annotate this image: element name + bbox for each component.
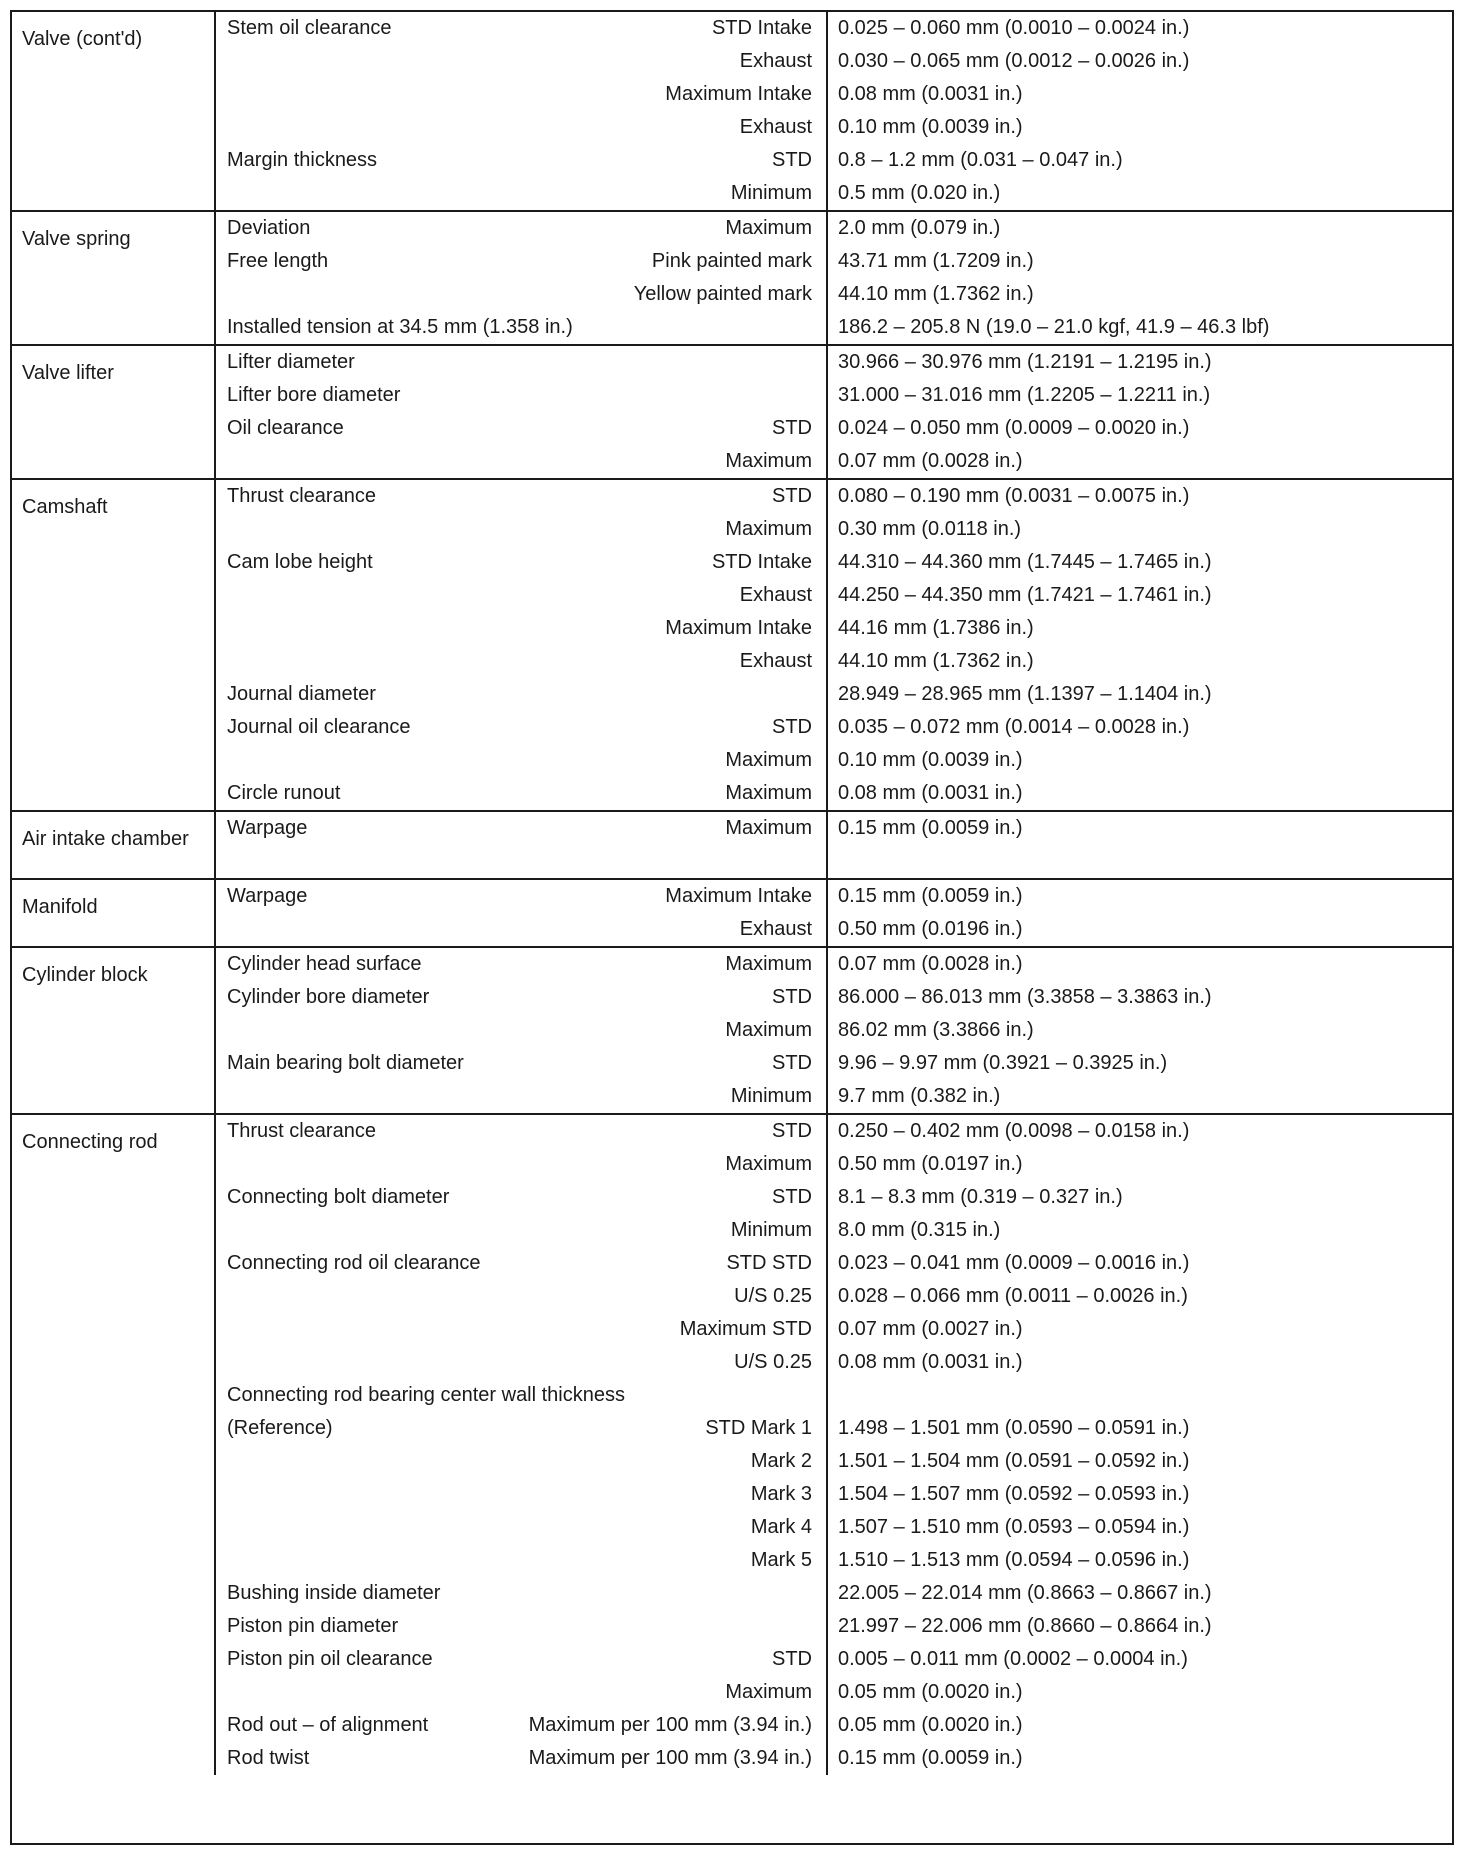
spec-table bbox=[10, 10, 1454, 1845]
spec-value: 1.510 – 1.513 mm (0.0594 – 0.0596 in.) bbox=[826, 1544, 1452, 1577]
spec-row bbox=[216, 177, 1452, 210]
spec-row bbox=[216, 278, 1452, 311]
spec-item-name: Journal oil clearance bbox=[227, 716, 411, 738]
section-category-label: Connecting rod bbox=[12, 1115, 216, 1775]
spec-row bbox=[216, 1478, 1452, 1511]
spec-value: 0.8 – 1.2 mm (0.031 – 0.047 in.) bbox=[826, 144, 1452, 177]
spec-value: 1.507 – 1.510 mm (0.0593 – 0.0594 in.) bbox=[826, 1511, 1452, 1544]
spec-value: 0.15 mm (0.0059 in.) bbox=[826, 1742, 1452, 1775]
spec-condition: Maximum bbox=[725, 1019, 812, 1041]
spec-condition: STD bbox=[772, 1648, 812, 1670]
spec-value: 0.023 – 0.041 mm (0.0009 – 0.0016 in.) bbox=[826, 1247, 1452, 1280]
spec-item-name: Deviation bbox=[227, 217, 311, 239]
spec-condition: STD bbox=[772, 417, 812, 439]
spec-row bbox=[216, 579, 1452, 612]
spec-item-name: Stem oil clearance bbox=[227, 17, 392, 39]
spec-section bbox=[12, 12, 1452, 212]
spec-value: 2.0 mm (0.079 in.) bbox=[826, 212, 1452, 245]
spec-value: 31.000 – 31.016 mm (1.2205 – 1.2211 in.) bbox=[826, 379, 1452, 412]
spec-row bbox=[216, 1445, 1452, 1478]
section-category-label: Manifold bbox=[12, 880, 216, 946]
spec-value: 1.498 – 1.501 mm (0.0590 – 0.0591 in.) bbox=[826, 1412, 1452, 1445]
spec-row bbox=[216, 412, 1452, 445]
spec-value: 22.005 – 22.014 mm (0.8663 – 0.8667 in.) bbox=[826, 1577, 1452, 1610]
spec-row bbox=[216, 645, 1452, 678]
spec-row bbox=[216, 744, 1452, 777]
spec-item-name: Bushing inside diameter bbox=[227, 1582, 441, 1604]
spec-row bbox=[216, 445, 1452, 478]
spec-item-name: Warpage bbox=[227, 885, 308, 907]
spec-row bbox=[216, 1115, 1452, 1148]
spec-value: 0.50 mm (0.0197 in.) bbox=[826, 1148, 1452, 1181]
spec-value: 44.310 – 44.360 mm (1.7445 – 1.7465 in.) bbox=[826, 546, 1452, 579]
spec-row bbox=[216, 1280, 1452, 1313]
spec-value: 0.024 – 0.050 mm (0.0009 – 0.0020 in.) bbox=[826, 412, 1452, 445]
spec-condition: STD bbox=[772, 1120, 812, 1142]
spec-value: 0.028 – 0.066 mm (0.0011 – 0.0026 in.) bbox=[826, 1280, 1452, 1313]
spec-row bbox=[216, 777, 1452, 810]
spec-value: 21.997 – 22.006 mm (0.8660 – 0.8664 in.) bbox=[826, 1610, 1452, 1643]
spec-row bbox=[216, 78, 1452, 111]
spec-item-name: Connecting rod bearing center wall thickness bbox=[227, 1384, 625, 1406]
spec-condition: STD Intake bbox=[711, 17, 812, 39]
spec-value: 0.08 mm (0.0031 in.) bbox=[826, 777, 1452, 810]
spec-section bbox=[12, 948, 1452, 1115]
spec-row bbox=[216, 1676, 1452, 1709]
section-category-label: Cylinder block bbox=[12, 948, 216, 1113]
spec-value: 0.07 mm (0.0028 in.) bbox=[826, 445, 1452, 478]
spec-condition: Maximum bbox=[725, 749, 812, 771]
spec-value: 44.250 – 44.350 mm (1.7421 – 1.7461 in.) bbox=[826, 579, 1452, 612]
spec-row bbox=[216, 111, 1452, 144]
spec-condition: STD Intake bbox=[711, 551, 812, 573]
spec-row bbox=[216, 612, 1452, 645]
spec-item-name: Cylinder bore diameter bbox=[227, 986, 430, 1008]
spec-item-name: Cylinder head surface bbox=[227, 953, 422, 975]
spec-item-name: Connecting rod oil clearance bbox=[227, 1252, 481, 1274]
spec-value: 0.30 mm (0.0118 in.) bbox=[826, 513, 1452, 546]
spec-condition: Maximum bbox=[725, 1681, 812, 1703]
spec-condition: Exhaust bbox=[739, 918, 812, 940]
spec-row bbox=[216, 1511, 1452, 1544]
spec-value: 186.2 – 205.8 N (19.0 – 21.0 kgf, 41.9 – 46.3 lbf) bbox=[826, 311, 1452, 344]
spec-row bbox=[216, 379, 1452, 412]
spec-condition: U/S 0.25 bbox=[734, 1351, 812, 1373]
spec-item-name: Oil clearance bbox=[227, 417, 344, 439]
spec-condition: Exhaust bbox=[739, 116, 812, 138]
spec-value: 86.000 – 86.013 mm (3.3858 – 3.3863 in.) bbox=[826, 981, 1452, 1014]
spec-value: 1.501 – 1.504 mm (0.0591 – 0.0592 in.) bbox=[826, 1445, 1452, 1478]
spec-item-name: Rod twist bbox=[227, 1747, 310, 1769]
spec-item-name: Lifter bore diameter bbox=[227, 384, 401, 406]
spec-condition: STD bbox=[772, 1186, 812, 1208]
spec-row bbox=[216, 1709, 1452, 1742]
spec-value: 0.07 mm (0.0027 in.) bbox=[826, 1313, 1452, 1346]
spec-row bbox=[216, 812, 1452, 845]
spec-item-name: Journal diameter bbox=[227, 683, 376, 705]
spec-condition: STD bbox=[772, 485, 812, 507]
spec-row bbox=[216, 12, 1452, 45]
spec-row bbox=[216, 1577, 1452, 1610]
spec-section bbox=[12, 880, 1452, 948]
spec-condition: STD Mark 1 bbox=[705, 1417, 812, 1439]
spec-value: 0.10 mm (0.0039 in.) bbox=[826, 744, 1452, 777]
spec-condition: Maximum bbox=[725, 817, 812, 839]
spec-condition: Mark 4 bbox=[750, 1516, 812, 1538]
spec-condition: Maximum Intake bbox=[665, 617, 812, 639]
spec-section bbox=[12, 1115, 1452, 1775]
spec-item-name: Circle runout bbox=[227, 782, 341, 804]
spec-row bbox=[216, 1742, 1452, 1775]
spec-value: 0.080 – 0.190 mm (0.0031 – 0.0075 in.) bbox=[826, 480, 1452, 513]
spec-value: 0.005 – 0.011 mm (0.0002 – 0.0004 in.) bbox=[826, 1643, 1452, 1676]
spec-value: 43.71 mm (1.7209 in.) bbox=[826, 245, 1452, 278]
spec-condition: Maximum per 100 mm (3.94 in.) bbox=[528, 1747, 812, 1769]
spec-condition: Maximum per 100 mm (3.94 in.) bbox=[528, 1714, 812, 1736]
spec-value: 30.966 – 30.976 mm (1.2191 – 1.2195 in.) bbox=[826, 346, 1452, 379]
spec-condition: Pink painted mark bbox=[651, 250, 812, 272]
section-category-label: Air intake chamber bbox=[12, 812, 216, 878]
spec-row bbox=[216, 1313, 1452, 1346]
spec-item-name: Installed tension at 34.5 mm (1.358 in.) bbox=[227, 316, 573, 338]
spec-row bbox=[216, 1379, 1452, 1412]
spec-row bbox=[216, 1643, 1452, 1676]
spec-row bbox=[216, 480, 1452, 513]
spec-row bbox=[216, 513, 1452, 546]
spec-value: 1.504 – 1.507 mm (0.0592 – 0.0593 in.) bbox=[826, 1478, 1452, 1511]
spec-condition: U/S 0.25 bbox=[734, 1285, 812, 1307]
spec-value: 0.07 mm (0.0028 in.) bbox=[826, 948, 1452, 981]
spec-item-name: (Reference) bbox=[227, 1417, 333, 1439]
spec-value: 9.96 – 9.97 mm (0.3921 – 0.3925 in.) bbox=[826, 1047, 1452, 1080]
spec-item-name: Main bearing bolt diameter bbox=[227, 1052, 464, 1074]
spec-condition: STD bbox=[772, 1052, 812, 1074]
spec-item-name: Cam lobe height bbox=[227, 551, 373, 573]
spec-row bbox=[216, 245, 1452, 278]
spec-condition: Maximum bbox=[725, 1153, 812, 1175]
spec-condition: Maximum STD bbox=[679, 1318, 812, 1340]
spec-condition: Maximum bbox=[725, 518, 812, 540]
spec-condition: STD bbox=[772, 716, 812, 738]
section-category-label: Camshaft bbox=[12, 480, 216, 810]
spec-value: 0.15 mm (0.0059 in.) bbox=[826, 812, 1452, 845]
spec-row bbox=[216, 913, 1452, 946]
spec-row bbox=[216, 1412, 1452, 1445]
spec-value: 0.05 mm (0.0020 in.) bbox=[826, 1709, 1452, 1742]
spec-item-name: Thrust clearance bbox=[227, 1120, 376, 1142]
spec-condition: Maximum bbox=[725, 217, 812, 239]
spec-row bbox=[216, 711, 1452, 744]
spec-row bbox=[216, 1014, 1452, 1047]
spec-condition: Maximum bbox=[725, 450, 812, 472]
spec-item-name: Piston pin diameter bbox=[227, 1615, 399, 1637]
spec-row bbox=[216, 45, 1452, 78]
spec-condition: STD bbox=[772, 986, 812, 1008]
spec-value: 0.08 mm (0.0031 in.) bbox=[826, 1346, 1452, 1379]
spec-section bbox=[12, 346, 1452, 480]
spec-condition: Exhaust bbox=[739, 50, 812, 72]
spec-row bbox=[216, 1214, 1452, 1247]
spec-value bbox=[826, 845, 1452, 878]
spec-condition: STD bbox=[772, 149, 812, 171]
spec-value: 0.15 mm (0.0059 in.) bbox=[826, 880, 1452, 913]
spec-condition: STD STD bbox=[726, 1252, 812, 1274]
spec-value: 0.030 – 0.065 mm (0.0012 – 0.0026 in.) bbox=[826, 45, 1452, 78]
spec-item-name: Lifter diameter bbox=[227, 351, 355, 373]
spec-row bbox=[216, 346, 1452, 379]
spec-condition: Minimum bbox=[730, 1219, 812, 1241]
spec-value: 86.02 mm (3.3866 in.) bbox=[826, 1014, 1452, 1047]
spec-condition: Mark 2 bbox=[750, 1450, 812, 1472]
spec-row bbox=[216, 144, 1452, 177]
spec-item-name: Margin thickness bbox=[227, 149, 378, 171]
spec-row bbox=[216, 311, 1452, 344]
spec-condition: Minimum bbox=[730, 182, 812, 204]
spec-row bbox=[216, 981, 1452, 1014]
spec-item-name: Warpage bbox=[227, 817, 308, 839]
spec-row bbox=[216, 212, 1452, 245]
section-category-label: Valve (cont'd) bbox=[12, 12, 216, 210]
spec-value: 8.1 – 8.3 mm (0.319 – 0.327 in.) bbox=[826, 1181, 1452, 1214]
spec-row bbox=[216, 1610, 1452, 1643]
section-category-label: Valve lifter bbox=[12, 346, 216, 478]
spec-condition: Exhaust bbox=[739, 584, 812, 606]
spec-row bbox=[216, 678, 1452, 711]
spec-condition: Maximum bbox=[725, 953, 812, 975]
spec-value: 0.025 – 0.060 mm (0.0010 – 0.0024 in.) bbox=[826, 12, 1452, 45]
spec-row bbox=[216, 1247, 1452, 1280]
spec-item-name: Rod out – of alignment bbox=[227, 1714, 429, 1736]
spec-value: 0.05 mm (0.0020 in.) bbox=[826, 1676, 1452, 1709]
spec-condition: Minimum bbox=[730, 1085, 812, 1107]
spec-value: 0.50 mm (0.0196 in.) bbox=[826, 913, 1452, 946]
spec-row bbox=[216, 880, 1452, 913]
spec-value: 44.16 mm (1.7386 in.) bbox=[826, 612, 1452, 645]
spec-item-name: Piston pin oil clearance bbox=[227, 1648, 433, 1670]
spec-value: 8.0 mm (0.315 in.) bbox=[826, 1214, 1452, 1247]
spec-condition: Mark 5 bbox=[750, 1549, 812, 1571]
spec-value: 44.10 mm (1.7362 in.) bbox=[826, 645, 1452, 678]
spec-value: 28.949 – 28.965 mm (1.1397 – 1.1404 in.) bbox=[826, 678, 1452, 711]
spec-value: 44.10 mm (1.7362 in.) bbox=[826, 278, 1452, 311]
section-category-label: Valve spring bbox=[12, 212, 216, 344]
spec-value: 0.08 mm (0.0031 in.) bbox=[826, 78, 1452, 111]
spec-condition: Maximum Intake bbox=[665, 83, 812, 105]
spec-condition: Maximum bbox=[725, 782, 812, 804]
spec-row bbox=[216, 1080, 1452, 1113]
spec-section bbox=[12, 812, 1452, 880]
spec-condition: Yellow painted mark bbox=[633, 283, 812, 305]
spec-item-name: Free length bbox=[227, 250, 329, 272]
spec-condition: Exhaust bbox=[739, 650, 812, 672]
spec-row bbox=[216, 546, 1452, 579]
spec-item-name: Thrust clearance bbox=[227, 485, 376, 507]
spec-condition: Maximum Intake bbox=[665, 885, 812, 907]
spec-row bbox=[216, 1047, 1452, 1080]
spec-row bbox=[216, 1148, 1452, 1181]
spec-row bbox=[216, 1181, 1452, 1214]
spec-row bbox=[216, 1346, 1452, 1379]
spec-value: 0.035 – 0.072 mm (0.0014 – 0.0028 in.) bbox=[826, 711, 1452, 744]
spec-value: 0.250 – 0.402 mm (0.0098 – 0.0158 in.) bbox=[826, 1115, 1452, 1148]
spec-value bbox=[826, 1379, 1452, 1412]
spec-value: 0.10 mm (0.0039 in.) bbox=[826, 111, 1452, 144]
spec-row bbox=[216, 948, 1452, 981]
spec-value: 0.5 mm (0.020 in.) bbox=[826, 177, 1452, 210]
spec-row bbox=[216, 845, 1452, 878]
spec-section bbox=[12, 212, 1452, 346]
spec-condition: Mark 3 bbox=[750, 1483, 812, 1505]
spec-value: 9.7 mm (0.382 in.) bbox=[826, 1080, 1452, 1113]
spec-row bbox=[216, 1544, 1452, 1577]
spec-section bbox=[12, 480, 1452, 812]
spec-item-name: Connecting bolt diameter bbox=[227, 1186, 450, 1208]
